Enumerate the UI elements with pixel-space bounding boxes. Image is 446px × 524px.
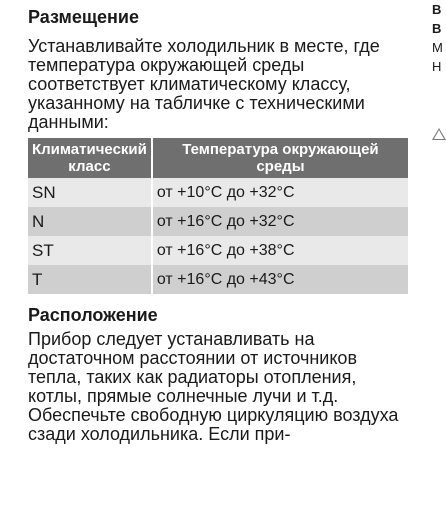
- side-fragment: М: [432, 40, 443, 55]
- temperature-range-cell: от +16°C до +43°C: [156, 270, 295, 288]
- table-header-row: [28, 138, 408, 178]
- temperature-range-cell: от +16°C до +32°C: [156, 212, 295, 230]
- header-ambient-temperature: Температура окружающей среды: [152, 138, 408, 178]
- section-title-placement: Размещение: [28, 7, 139, 27]
- header-climate-class: Климатический класс: [28, 138, 152, 178]
- climate-class-table: [28, 138, 408, 294]
- placement-paragraph: Устанавливайте холодильник в месте, где температура окружающей среды соответствует климатическому классу, указанному на табличке с техническими данными:: [28, 36, 380, 132]
- table-row: [28, 265, 408, 294]
- climate-class-cell: T: [28, 265, 152, 294]
- temperature-range-cell: от +10°C до +32°C: [156, 183, 295, 201]
- climate-class-cell: N: [28, 207, 152, 236]
- main-column: [28, 6, 410, 444]
- table-row: [28, 178, 408, 207]
- table-row: [28, 236, 408, 265]
- table-row: [28, 207, 408, 236]
- side-fragment: В: [432, 21, 442, 36]
- climate-class-cell: SN: [28, 178, 152, 207]
- section-title-location: Расположение: [28, 305, 158, 325]
- location-paragraph: Прибор следует устанавливать на достаточном расстоянии от источников тепла, таких как радиаторы отопления, котлы, прямые солнечные лучи и т.д. Обеспечьте свободную циркуляцию воздуха сзади холодильника. Если при-: [28, 329, 399, 444]
- warning-triangle-icon: [432, 128, 446, 140]
- side-fragment: Н: [432, 59, 442, 74]
- side-fragment: В: [432, 2, 442, 17]
- temperature-range-cell: от +16°C до +38°C: [156, 241, 295, 259]
- climate-class-cell: ST: [28, 236, 152, 265]
